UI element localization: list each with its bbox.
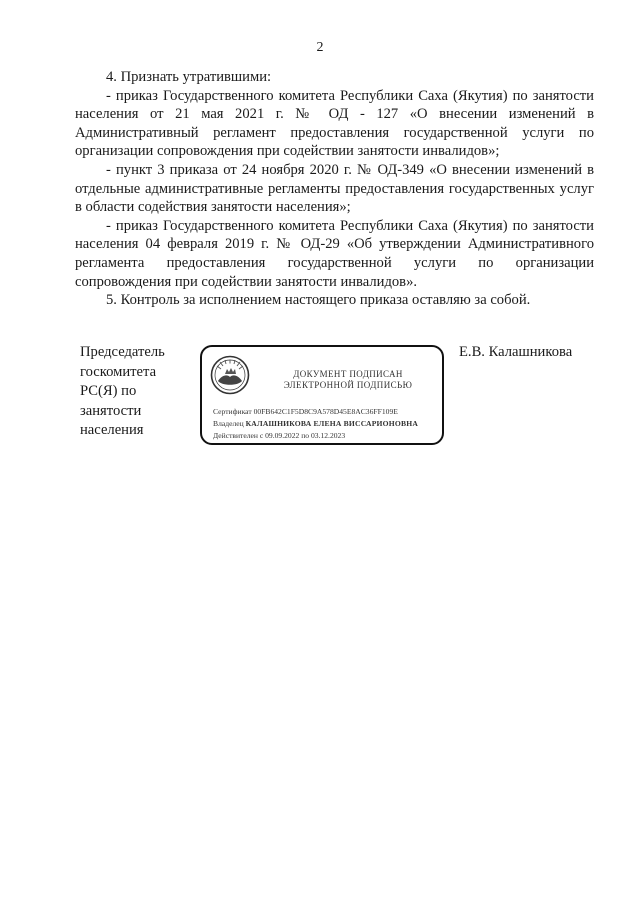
paragraph-order-29: - приказ Государственного комитета Республики Саха (Якутия) по занятости населения 04 февраля 2019 г. № ОД-29 «Об утверждении Административного регламента предоставления государственной услуги по организации сопровождения при содействии занятости инвалидов». xyxy=(75,217,594,290)
role-line: занятости xyxy=(80,402,142,419)
stamp-heading: ДОКУМЕНТ ПОДПИСАН xyxy=(293,369,403,379)
page-number: 2 xyxy=(316,40,324,55)
validity-line: Действителен с 09.09.2022 по 03.12.2023 xyxy=(213,431,346,440)
stamp-subheading: ЭЛЕКТРОННОЙ ПОДПИСЬЮ xyxy=(283,380,413,390)
paragraph-order-127: - приказ Государственного комитета Республики Саха (Якутия) по занятости населения от 21 мая 2021 г. № ОД - 127 «О внесении изменений в Административный регламент предоставления государственной услуги по организации сопровождения при содействии занятости инвалидов»; xyxy=(75,87,594,160)
owner-value: КАЛАШНИКОВА ЕЛЕНА ВИССАРИОНОВНА xyxy=(245,419,419,428)
role-line: населения xyxy=(80,422,144,438)
paragraph-item-4: 4. Признать утратившими: xyxy=(106,69,272,85)
role-line: госкомитета xyxy=(80,363,157,380)
role-line: РС(Я) по xyxy=(80,383,137,399)
electronic-signature-stamp xyxy=(200,345,444,445)
certificate-value: 00FB642C1F5D8C9A578D45E8AC36FF109E xyxy=(253,407,398,416)
signatory-name: Е.В. Калашникова xyxy=(459,344,573,360)
document-body xyxy=(75,68,594,310)
certificate-label: Сертификат xyxy=(213,407,252,416)
sakha-coat-of-arms-icon xyxy=(210,355,250,395)
paragraph-order-349: - пункт 3 приказа от 24 ноября 2020 г. № ОД-349 «О внесении изменений в отдельные административные регламенты предоставления государственных услуг в области содействия занятости населения»; xyxy=(75,161,594,216)
role-line: Председатель xyxy=(80,344,165,360)
signatory-role xyxy=(80,343,190,441)
certificate-line xyxy=(213,407,398,416)
paragraph-item-5: 5. Контроль за исполнением настоящего приказа оставляю за собой. xyxy=(106,292,531,309)
owner-line xyxy=(213,419,418,428)
owner-label: Владелец xyxy=(213,419,244,428)
